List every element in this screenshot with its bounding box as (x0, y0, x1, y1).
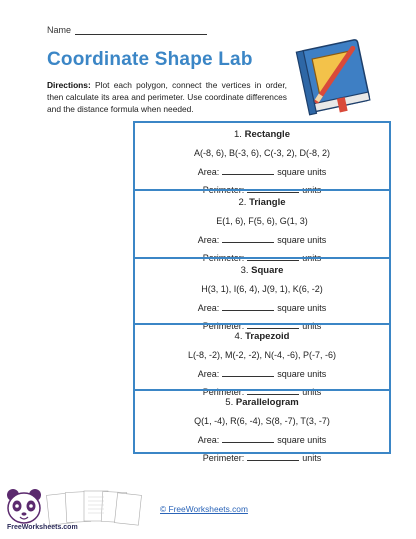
problem-triangle (135, 189, 389, 263)
perimeter-row: Perimeter: units (202, 321, 322, 331)
problem-title: 4. Trapezoid (234, 331, 290, 342)
worksheet-thumbnails-icon (46, 488, 142, 528)
area-row: Area: square units (197, 369, 327, 379)
area-row: Area: square units (197, 435, 327, 445)
perimeter-row: Perimeter: units (202, 453, 322, 463)
problem-coordinates: Q(1, -4), R(6, -4), S(8, -7), T(3, -7) (194, 416, 330, 426)
perimeter-row: Perimeter: units (202, 185, 322, 195)
brand-wordmark: FreeWorksheets.com (7, 524, 78, 531)
problem-title: 3. Square (240, 265, 284, 276)
page-title: Coordinate Shape Lab (47, 49, 253, 70)
problem-title: 1. Rectangle (234, 129, 290, 140)
name-label: Name (47, 25, 72, 35)
problem-coordinates: A(-8, 6), B(-3, 6), C(-3, 2), D(-8, 2) (193, 148, 331, 158)
directions-label: Directions: (47, 80, 91, 90)
area-row: Area: square units (197, 303, 327, 313)
problem-rectangle (135, 123, 389, 195)
name-field-row (47, 25, 207, 35)
area-blank[interactable] (222, 166, 274, 175)
area-blank[interactable] (222, 368, 274, 377)
problem-trapezoid (135, 323, 389, 397)
area-row: Area: square units (197, 235, 327, 245)
math-book-icon (292, 34, 384, 116)
problem-coordinates: E(1, 6), F(5, 6), G(1, 3) (216, 216, 308, 226)
area-row: Area: square units (197, 167, 327, 177)
area-blank[interactable] (222, 302, 274, 311)
perimeter-row: Perimeter: units (202, 253, 322, 263)
problem-coordinates: H(3, 1), I(6, 4), J(9, 1), K(6, -2) (201, 284, 323, 294)
name-line[interactable] (75, 25, 207, 35)
area-blank[interactable] (222, 434, 274, 443)
perimeter-row: Perimeter: units (202, 387, 322, 397)
problem-parallelogram (135, 389, 389, 463)
problem-title: 5. Parallelogram (225, 397, 299, 408)
problem-title: 2. Triangle (238, 197, 286, 208)
area-blank[interactable] (222, 234, 274, 243)
problem-coordinates: L(-8, -2), M(-2, -2), N(-4, -6), P(-7, -6) (187, 350, 336, 360)
directions (47, 79, 287, 116)
directions-text: Plot each polygon, connect the vertices in order, then calculate its area and perimeter. Use coordinate differences and the distance formula when needed. (47, 80, 287, 115)
footer-copyright-link[interactable]: © FreeWorksheets.com (160, 504, 248, 514)
problem-square (135, 257, 389, 331)
problems-box (133, 121, 391, 463)
perimeter-blank[interactable] (247, 452, 299, 461)
